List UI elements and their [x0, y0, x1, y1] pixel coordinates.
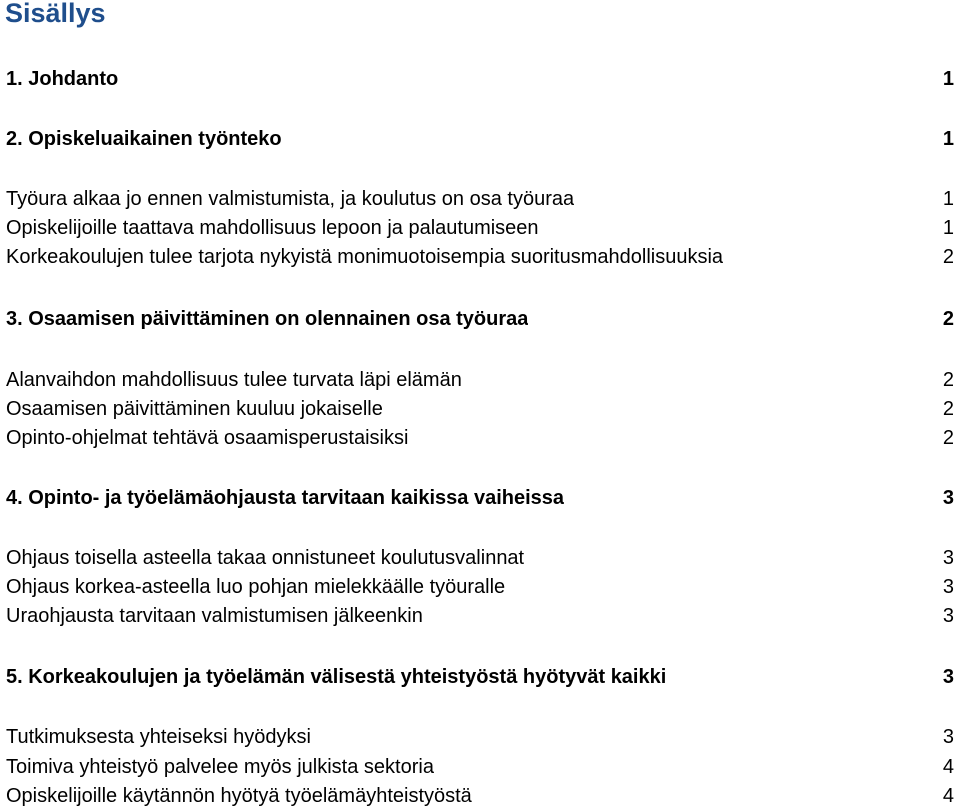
- toc-entry-opiskeluaikainen-tyonteko[interactable]: [6, 125, 954, 153]
- toc-entry-text: Opinto-ohjelmat tehtävä osaamisperustaisiksi: [6, 427, 409, 449]
- toc-entry-johdanto[interactable]: [6, 65, 954, 93]
- toc-entry-lepo-ja-palautuminen[interactable]: [6, 214, 954, 242]
- toc-entry-text: Opiskelijoille taattava mahdollisuus lepoon ja palautumiseen: [6, 217, 539, 239]
- toc-entry-text: Ohjaus toisella asteella takaa onnistuneet koulutusvalinnat: [6, 547, 525, 569]
- toc-entry-page: 2: [942, 308, 954, 330]
- toc-entry-text: 4. Opinto- ja työelämäohjausta tarvitaan kaikissa vaiheissa: [6, 487, 565, 509]
- toc-entry-alanvaihto[interactable]: [6, 366, 954, 394]
- toc-entry-page: 2: [942, 398, 954, 420]
- toc-entry-page: 2: [942, 246, 954, 268]
- toc-entry-page: 3: [942, 605, 954, 627]
- toc-entry-osaamisen-paivittaminen[interactable]: [6, 305, 954, 333]
- toc-entry-text: Uraohjausta tarvitaan valmistumisen jälkeenkin: [6, 605, 423, 627]
- toc-entry-text: 1. Johdanto: [6, 68, 119, 90]
- toc-entry-text: Tutkimuksesta yhteiseksi hyödyksi: [6, 726, 311, 748]
- toc-entry-page: 4: [942, 785, 954, 807]
- toc-entry-text: Alanvaihdon mahdollisuus tulee turvata läpi elämän: [6, 369, 462, 391]
- toc-entry-page: 3: [942, 487, 954, 509]
- toc-entry-page: 3: [942, 726, 954, 748]
- toc-entry-page: 3: [942, 666, 954, 688]
- toc-entry-text: Työura alkaa jo ennen valmistumista, ja koulutus on osa työuraa: [6, 188, 575, 210]
- toc-entry-page: 3: [942, 576, 954, 598]
- toc-entry-text: 5. Korkeakoulujen ja työelämän välisestä yhteistyöstä hyötyvät kaikki: [6, 666, 667, 688]
- toc-entry-tyoelamayhteistyo[interactable]: [6, 782, 954, 810]
- toc-entry-text: 2. Opiskeluaikainen työnteko: [6, 128, 282, 150]
- toc-entry-opinto-ja-tyoelamaohjaus[interactable]: [6, 484, 954, 512]
- toc-entry-page: 2: [942, 369, 954, 391]
- toc-entry-page: 1: [942, 128, 954, 150]
- toc-entry-page: 1: [942, 188, 954, 210]
- toc-entry-page: 1: [942, 68, 954, 90]
- toc-entry-osaaminen-jokaiselle[interactable]: [6, 395, 954, 423]
- toc-entry-text: Osaamisen päivittäminen kuuluu jokaiselle: [6, 398, 383, 420]
- toc-entry-text: 3. Osaamisen päivittäminen on olennainen osa työuraa: [6, 308, 529, 330]
- toc-entry-uraohjaus[interactable]: [6, 602, 954, 630]
- toc-entry-opinto-ohjelmat[interactable]: [6, 424, 954, 452]
- toc-entry-suoritusmahdollisuudet[interactable]: [6, 243, 954, 271]
- toc-entry-tyoura-alkaa[interactable]: [6, 185, 954, 213]
- toc-entry-julkinen-sektori[interactable]: [6, 753, 954, 781]
- toc-entry-tutkimus-yhteiseksi-hyodyksi[interactable]: [6, 723, 954, 751]
- toc-entry-page: 3: [942, 547, 954, 569]
- toc-title: Sisällys: [5, 0, 106, 28]
- toc-entry-text: Korkeakoulujen tulee tarjota nykyistä monimuotoisempia suoritusmahdollisuuksia: [6, 246, 724, 268]
- toc-entry-ohjaus-korkea-asteella[interactable]: [6, 573, 954, 601]
- toc-entry-page: 4: [942, 756, 954, 778]
- toc-entry-text: Opiskelijoille käytännön hyötyä työelämäyhteistyöstä: [6, 785, 472, 807]
- toc-entry-page: 1: [942, 217, 954, 239]
- toc-entry-korkeakoulut-ja-tyoelama[interactable]: [6, 663, 954, 691]
- toc-entry-page: 2: [942, 427, 954, 449]
- toc-entry-ohjaus-toisella-asteella[interactable]: [6, 544, 954, 572]
- toc-entry-text: Toimiva yhteistyö palvelee myös julkista sektoria: [6, 756, 434, 778]
- toc-entry-text: Ohjaus korkea-asteella luo pohjan mielekkäälle työuralle: [6, 576, 506, 598]
